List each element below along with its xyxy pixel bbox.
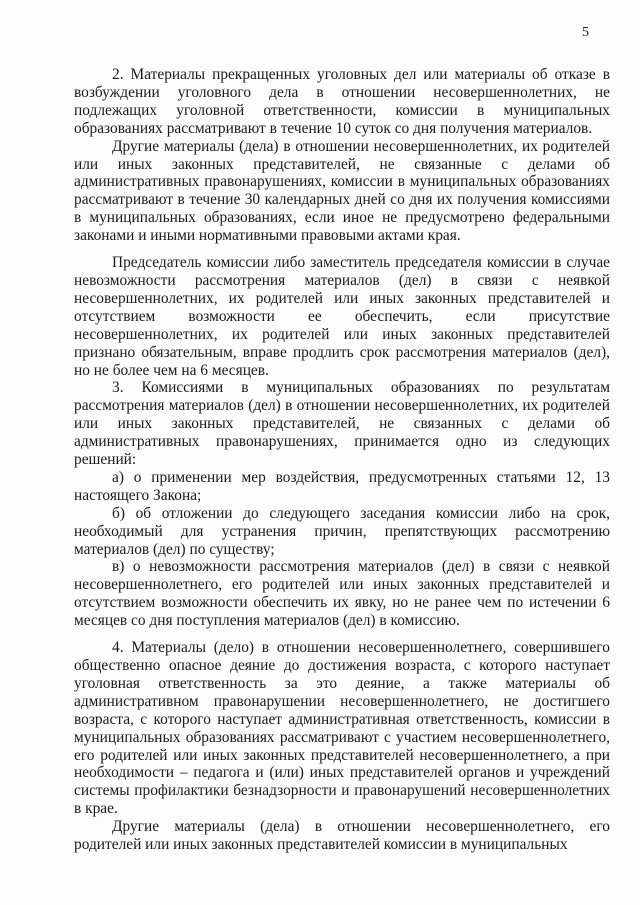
paragraph-3-item-a: а) о применении мер воздействия, предусмотренных статьями 12, 13 настоящего Закона; [74,468,610,504]
paragraph-3: 3. Комиссиями в муниципальных образованиях по результатам рассмотрения материалов (дел) в отношении несовершеннолетних, их родителей или иных законных представителей, не связанных с делами об административных правонарушениях, принимается одно из следующих решений: [74,379,610,469]
paragraph-2-other-materials: Другие материалы (дела) в отношении несовершеннолетних, их родителей или иных законных представителей, не связанные с делами об административных правонарушениях, комиссии в муниципальных образованиях рассматривают в течение 30 календарных дней со дня их получения комиссиями в муниципальных образованиях, если иное не предусмотрено федеральными законами и иными нормативными правовыми актами края. [74,137,610,245]
paragraph-2-chairman: Председатель комиссии либо заместитель председателя комиссии в случае невозможности рассмотрения материалов (дел) в связи с неявкой несовершеннолетних, их родителей или иных законных представителей и отсутствием возможности ее обеспечить, если присутствие несовершеннолетних, их родителей или иных законных представителей признано обязательным, вправе продлить срок рассмотрения материалов (дел), но не более чем на 6 месяцев. [74,254,610,379]
paragraph-3-item-b: б) об отложении до следующего заседания комиссии либо на срок, необходимый для устранения причин, препятствующих рассмотрению материалов (дел) по существу; [74,504,610,558]
page-number: 5 [582,25,589,40]
paragraph-3-item-c: в) о невозможности рассмотрения материалов (дел) в связи с неявкой несовершеннолетнего, его родителей или иных законных представителей и отсутствием возможности обеспечить их явку, но не ранее чем по истечении 6 месяцев со дня поступления материалов (дел) в комиссию. [74,558,610,630]
paragraph-2: 2. Материалы прекращенных уголовных дел или материалы об отказе в возбуждении уголовного дела в отношении несовершеннолетних, не подлежащих уголовной ответственности, комиссии в муниципальных образованиях рассматривают в течение 10 суток со дня получения материалов. [74,66,610,137]
paragraph-4-other-materials: Другие материалы (дела) в отношении несовершеннолетнего, его родителей или иных законных представителей комиссии в муниципальных [74,818,610,854]
paragraph-4: 4. Материалы (дело) в отношении несовершеннолетнего, совершившего общественно опасное деяние до достижения возраста, с которого наступает уголовная ответственность за это деяние, а также материалы об административном правонарушении несовершеннолетнего, не достигшего возраста, с которого наступает административная ответственность, комиссии в муниципальных образованиях рассматривают с участием несовершеннолетнего, его родителей или иных законных представителей несовершеннолетнего, а при необходимости – педагога и (или) иных представителей органов и учреждений системы профилактики безнадзорности и правонарушений несовершеннолетних в крае. [74,639,610,818]
